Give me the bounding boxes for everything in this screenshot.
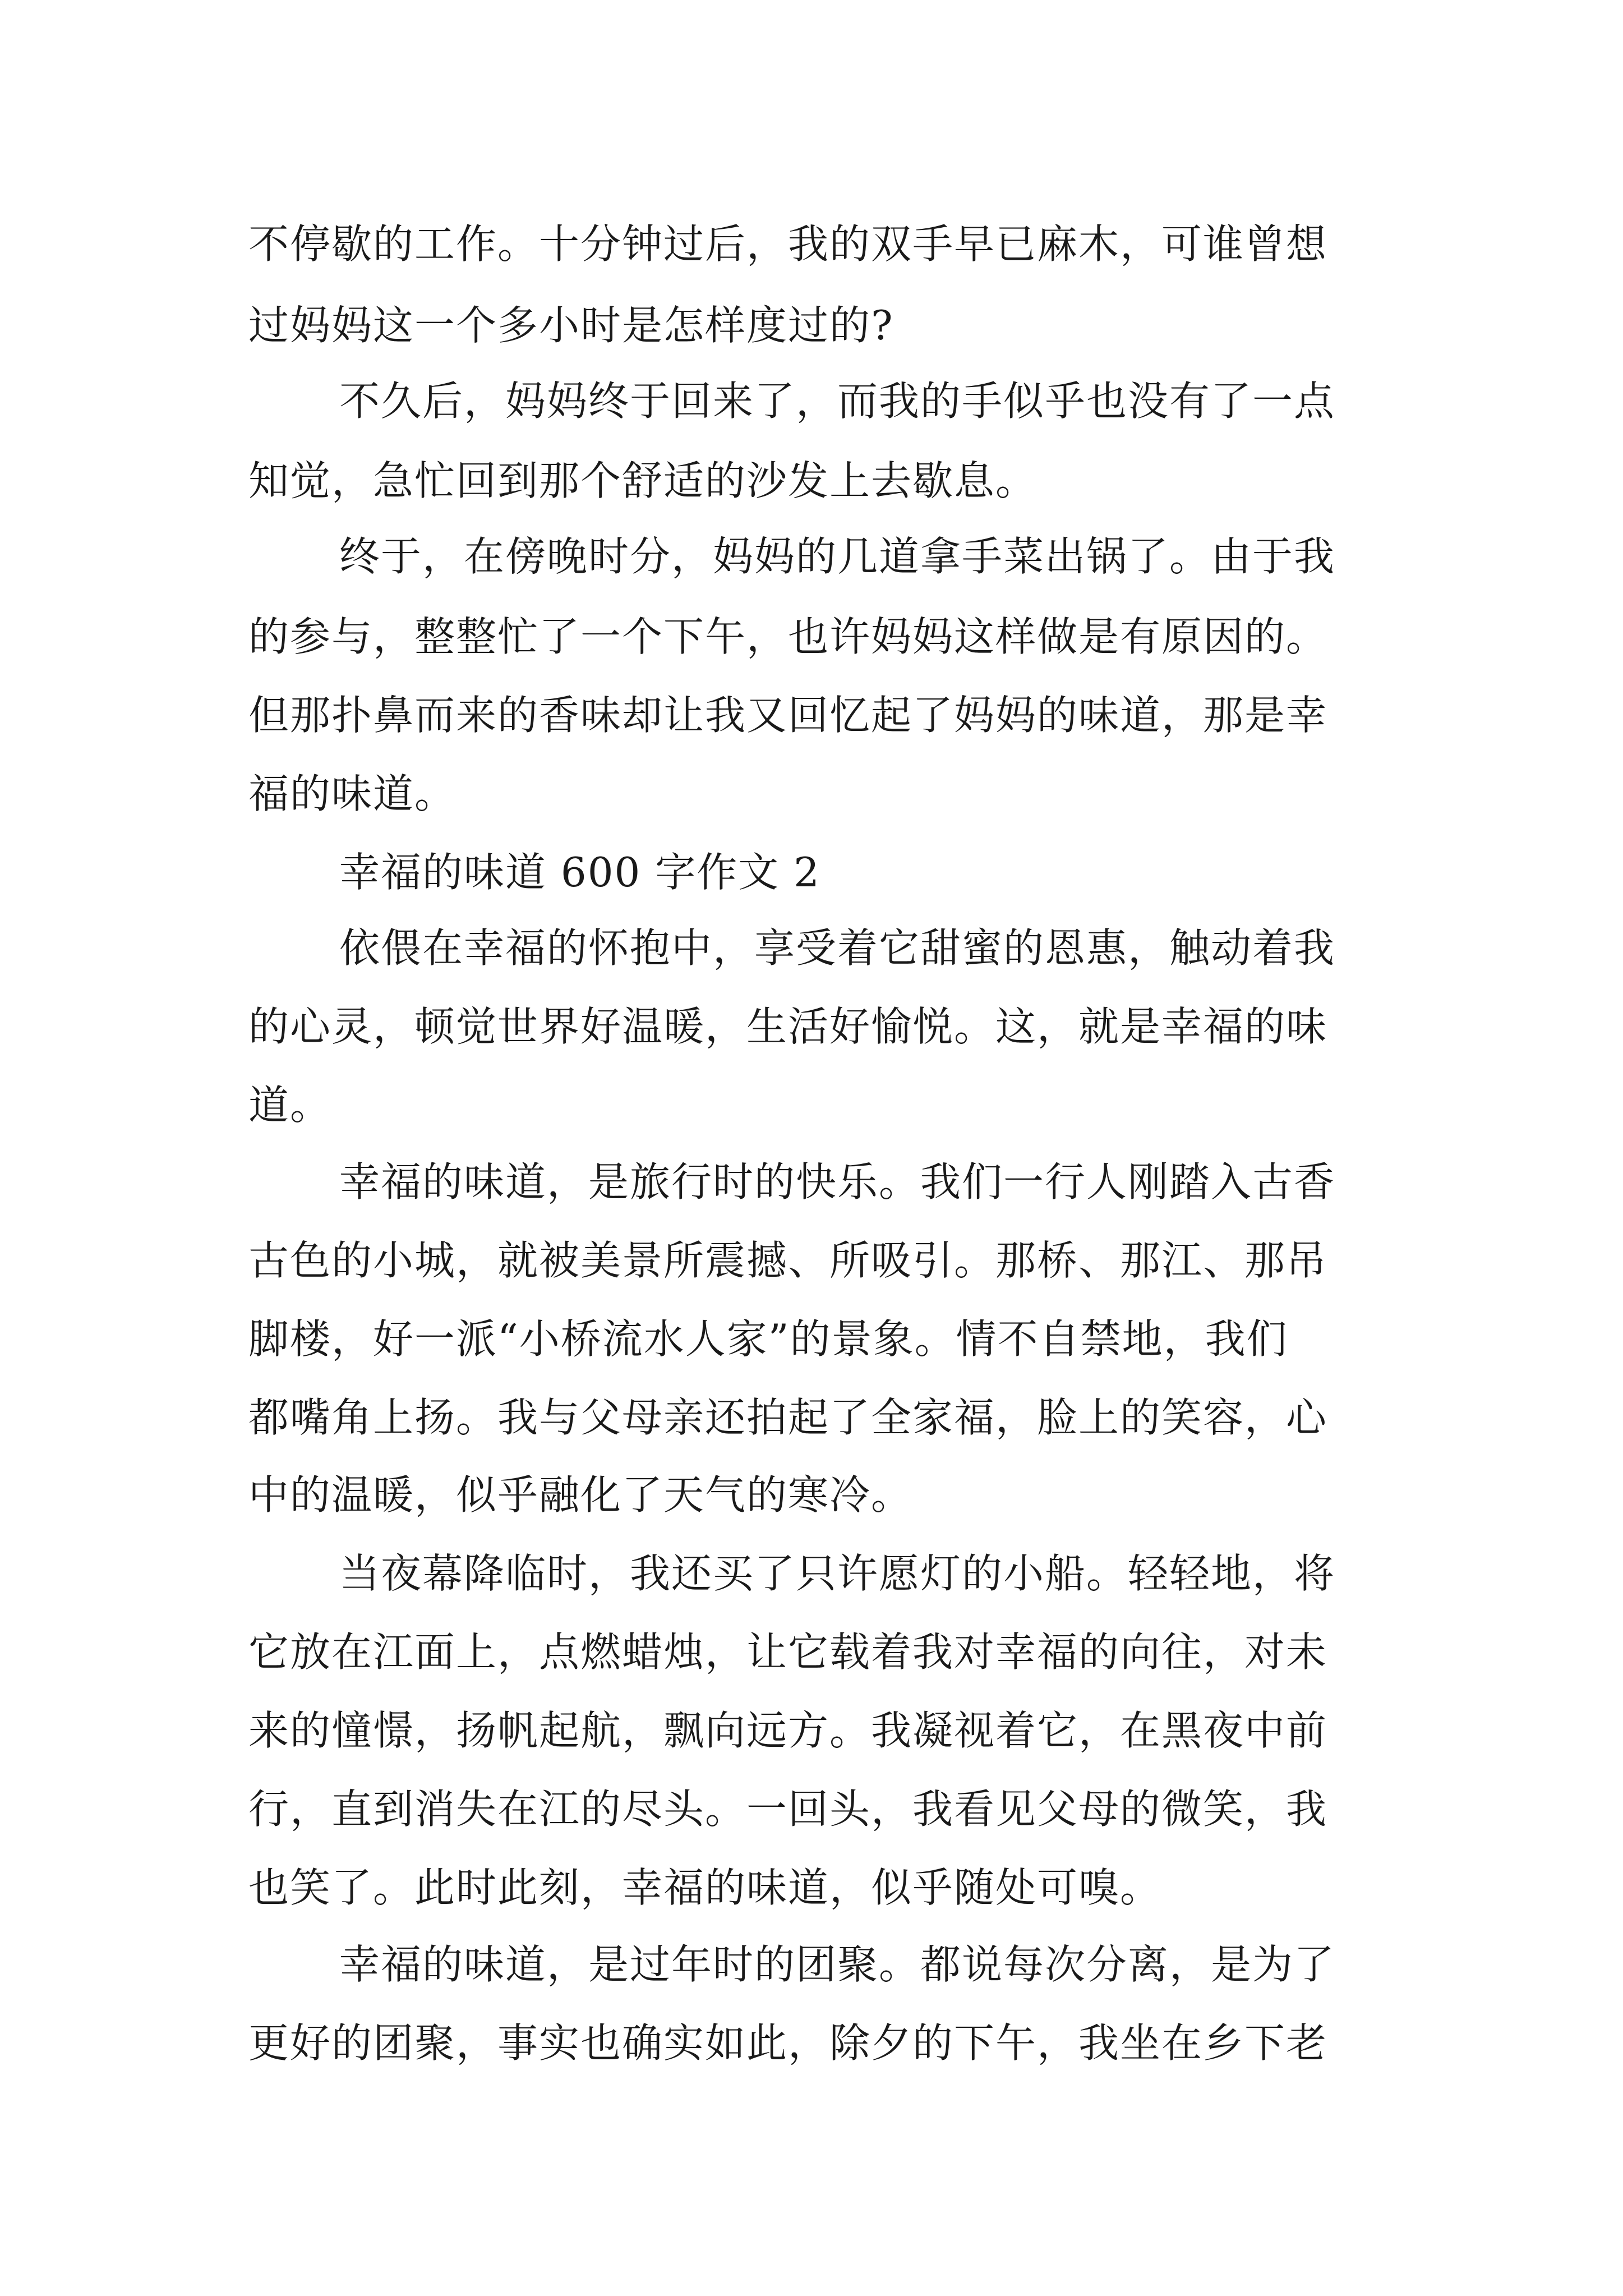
text-line: 知觉，急忙回到那个舒适的沙发上去歇息。 xyxy=(248,457,1038,504)
text-line: 中的温暖，似乎融化了天气的寒冷。 xyxy=(248,1471,913,1519)
text-line: 依偎在幸福的怀抱中，享受着它甜蜜的恩惠，触动着我 xyxy=(339,924,1336,972)
text-line: 更好的团聚，事实也确实如此，除夕的下午，我坐在乡下老 xyxy=(248,2019,1328,2067)
text-line: 的参与，整整忙了一个下午，也许妈妈这样做是有原因的。 xyxy=(248,613,1328,660)
text-line: 幸福的味道，是过年时的团聚。都说每次分离，是为了 xyxy=(339,1941,1336,1988)
text-line: 不停歇的工作。十分钟过后，我的双手早已麻木，可谁曾想 xyxy=(248,220,1328,268)
text-line: 但那扑鼻而来的香味却让我又回忆起了妈妈的味道，那是幸 xyxy=(248,692,1328,739)
text-line: 终于，在傍晚时分，妈妈的几道拿手菜出锅了。由于我 xyxy=(339,533,1336,580)
text-line: 福的味道。 xyxy=(248,770,457,817)
text-line: 的心灵，顿觉世界好温暖，生活好愉悦。这，就是幸福的味 xyxy=(248,1003,1328,1050)
text-line: 它放在江面上，点燃蜡烛，让它载着我对幸福的向往，对未 xyxy=(248,1628,1328,1676)
text-line: 行，直到消失在江的尽头。一回头，我看见父母的微笑，我 xyxy=(248,1786,1328,1833)
text-line: 来的憧憬，扬帆起航，飘向远方。我凝视着它，在黑夜中前 xyxy=(248,1707,1328,1754)
text-line: 不久后，妈妈终于回来了，而我的手似乎也没有了一点 xyxy=(339,378,1336,425)
text-line: 也笑了。此时此刻，幸福的味道，似乎随处可嗅。 xyxy=(248,1864,1162,1911)
text-line: 脚楼，好一派“小桥流水人家”的景象。情不自禁地，我们 xyxy=(248,1315,1288,1363)
text-line: 道。 xyxy=(248,1082,332,1129)
text-line: 都嘴角上扬。我与父母亲还拍起了全家福，脸上的笑容，心 xyxy=(248,1394,1328,1441)
text-line: 古色的小城，就被美景所震撼、所吸引。那桥、那江、那吊 xyxy=(248,1237,1328,1284)
text-line: 过妈妈这一个多小时是怎样度过的? xyxy=(248,302,894,349)
text-line: 幸福的味道，是旅行时的快乐。我们一行人刚踏入古香 xyxy=(339,1158,1336,1205)
section-heading: 幸福的味道 600 字作文 2 xyxy=(339,849,820,896)
text-line: 当夜幕降临时，我还买了只许愿灯的小船。轻轻地，将 xyxy=(339,1550,1336,1597)
